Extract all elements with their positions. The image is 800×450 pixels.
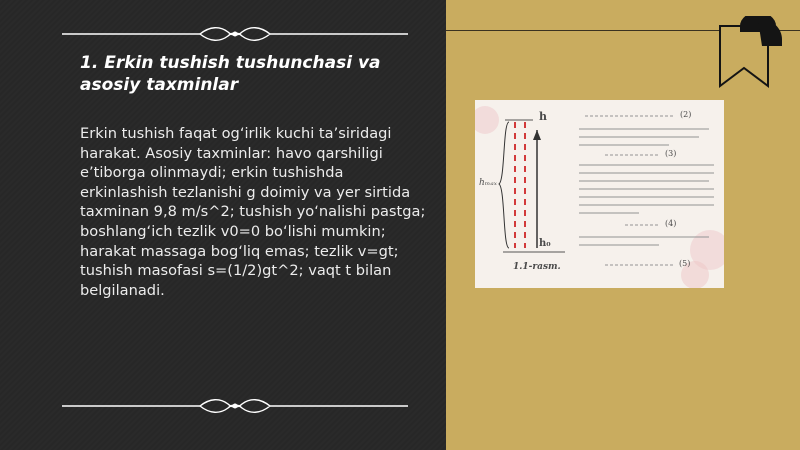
figure-text-line: [579, 204, 714, 206]
figure-text-line: [579, 172, 714, 174]
label-h0: h₀: [539, 238, 551, 249]
figure-text-line: [579, 196, 714, 198]
equation-number-4: (4): [665, 219, 677, 228]
top-ornament-icon: [60, 24, 410, 44]
bookmark-icon: [712, 16, 782, 96]
figure-caption: 1.1-rasm.: [513, 262, 561, 272]
bottom-ornament-icon: [60, 396, 410, 416]
equation-number-2: (2): [680, 110, 692, 119]
label-h: h: [539, 110, 547, 123]
figure-text-line: [579, 236, 709, 238]
figure-text-line: [579, 164, 714, 166]
slide-body-text: Erkin tushish faqat og‘irlik kuchi ta’siridagi harakat. Asosiy taxminlar: havo qarshiligi e’tiborga olinmaydi; erkin tushishda erkinlashish tezlanishi g doimiy va yer sirtida taxminan 9,8 m/s^2; tushish yo‘nalishi pastga; boshlang‘ich tezlik v0=0 bo‘lishi mumkin; harakat massaga bog‘liq emas; tezlik v=gt; tushish masofasi s=(1/2)gt^2; vaqt t bilan belgilanadi.: [80, 125, 426, 299]
figure-text-line: [579, 144, 669, 146]
figure-text-line: [579, 136, 699, 138]
figure-text-line: [579, 128, 709, 130]
figure-text-line: [579, 188, 714, 190]
figure-text-line: [579, 212, 639, 214]
label-hmax: hₘₐₓ: [479, 178, 497, 188]
free-fall-figure: [475, 100, 724, 288]
equation-number-5: (5): [679, 259, 691, 268]
equation-number-3: (3): [665, 149, 677, 158]
figure-text-line: [579, 244, 659, 246]
figure-text-line: [579, 180, 709, 182]
slide-title: 1. Erkin tushish tushunchasi va asosiy taxminlar: [80, 53, 381, 95]
